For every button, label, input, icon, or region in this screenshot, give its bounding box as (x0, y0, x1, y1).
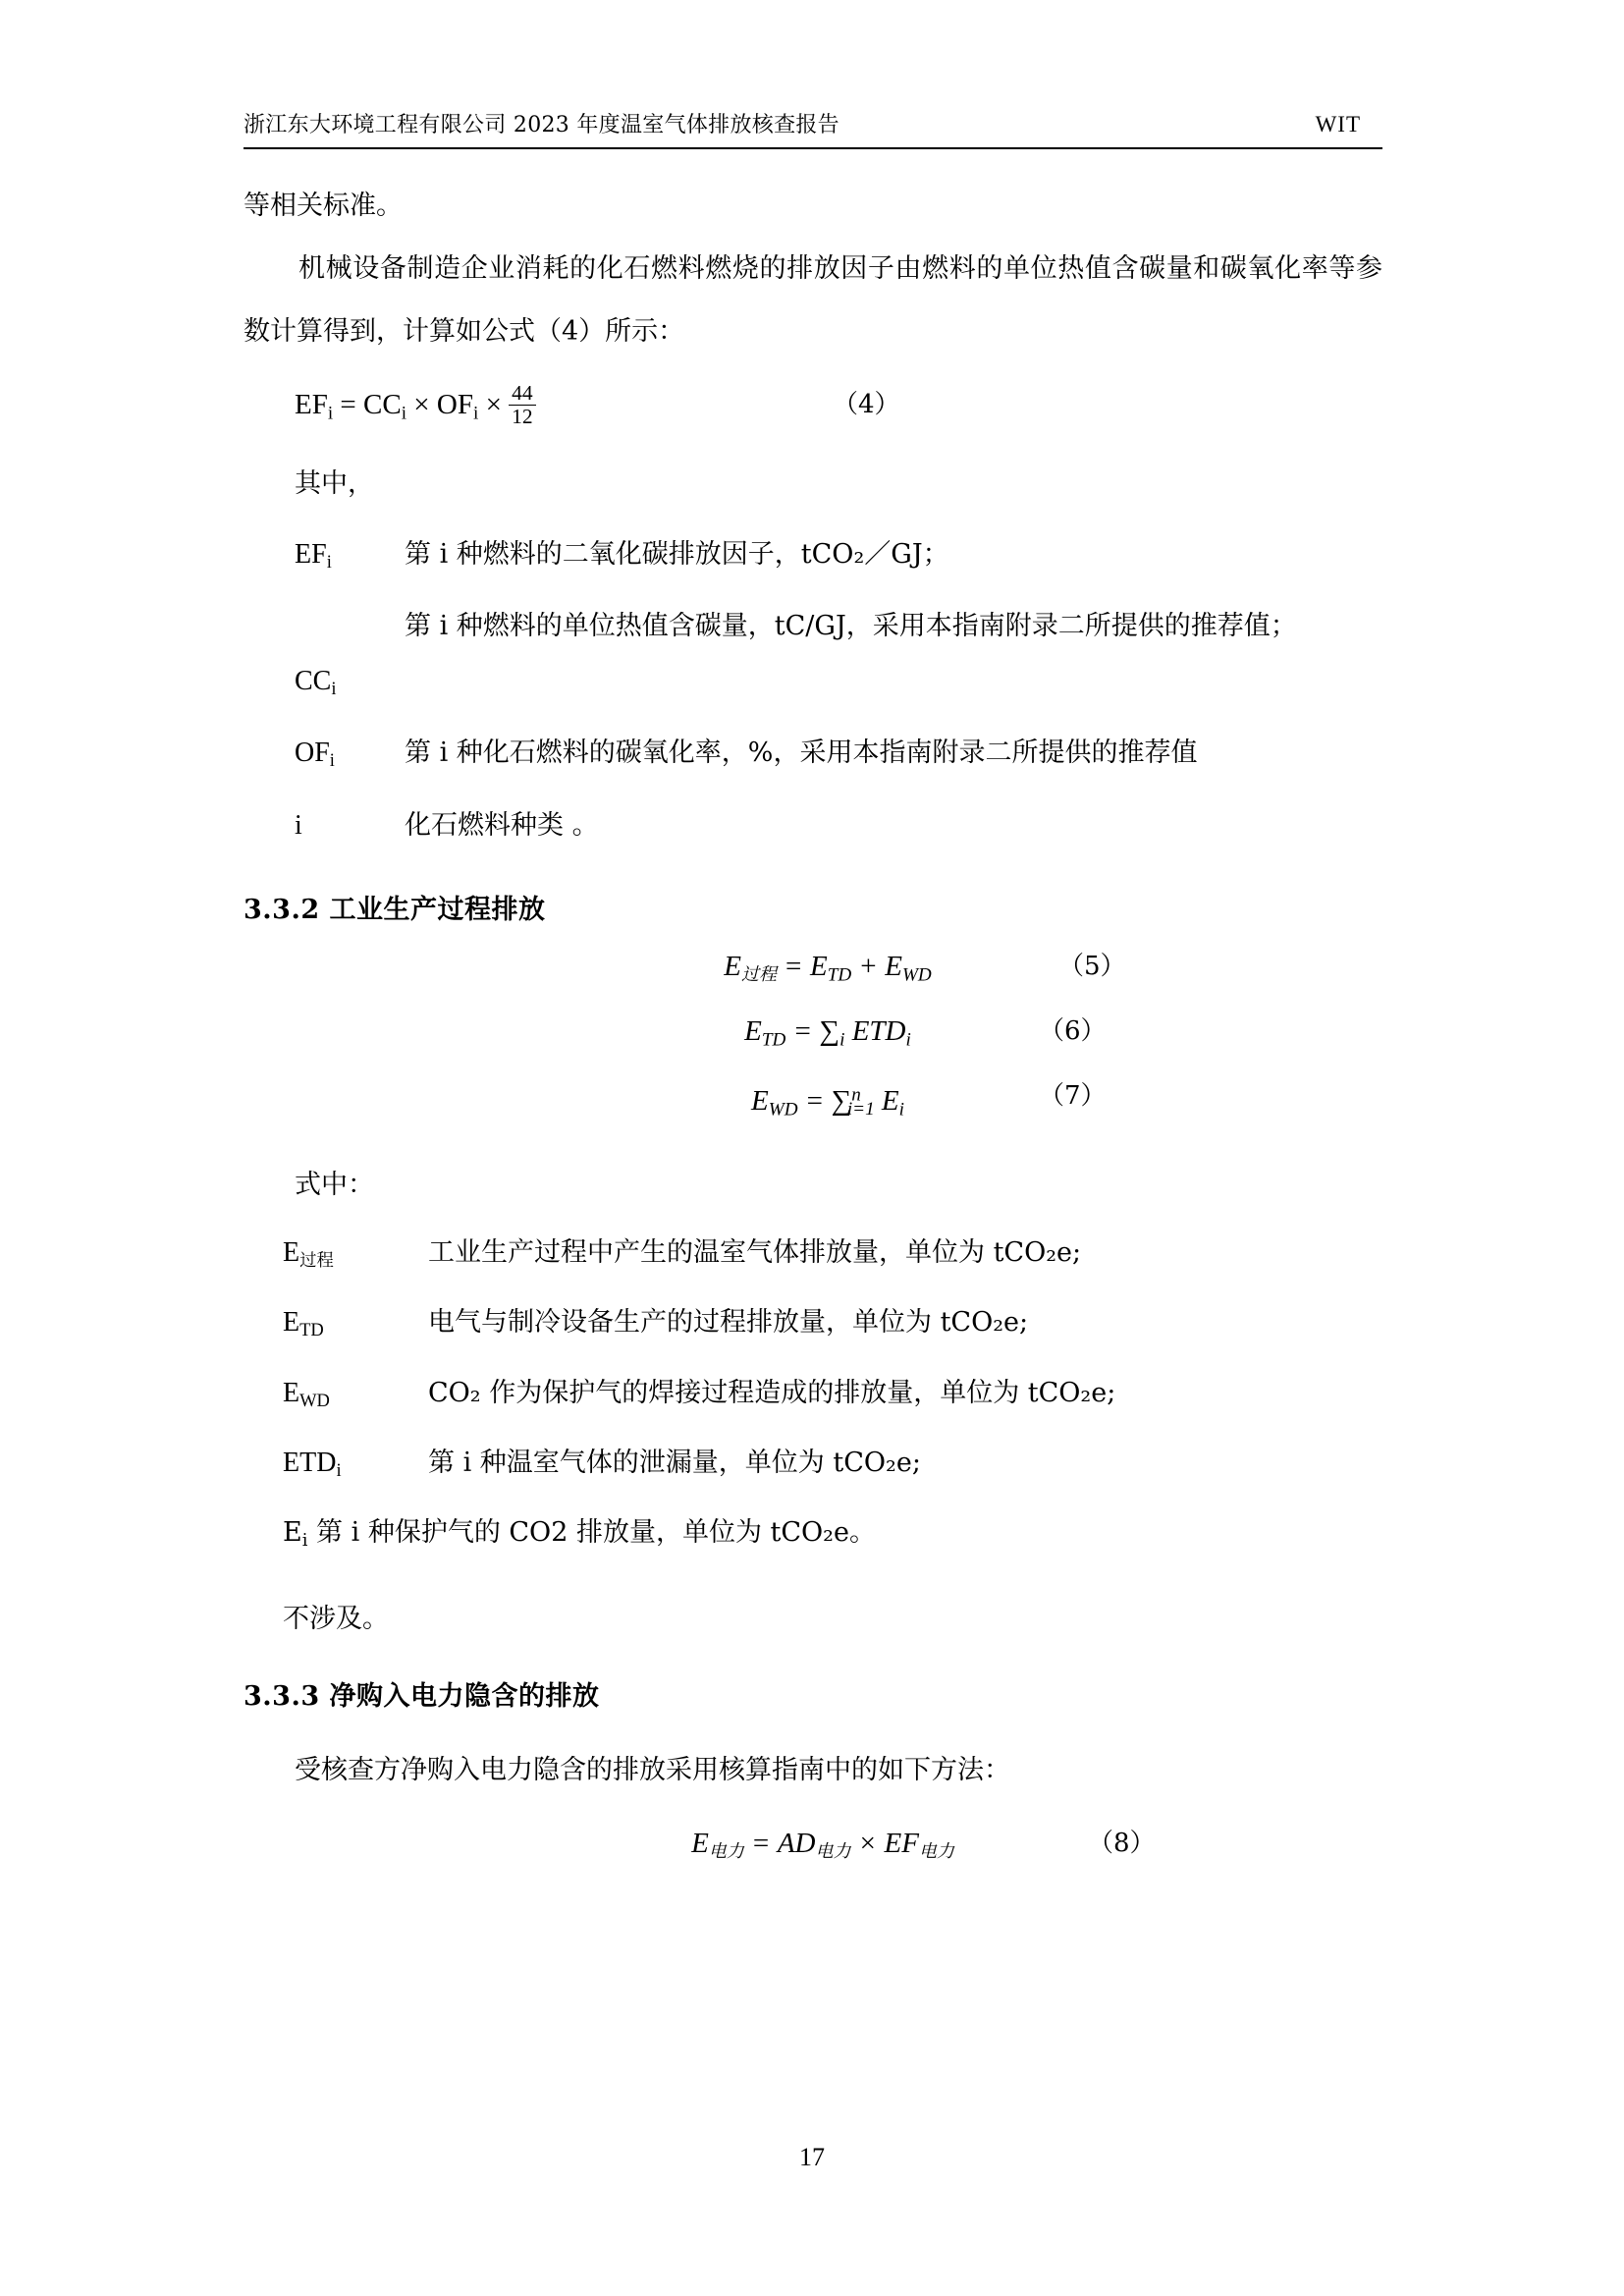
definition-term-ei-text: E (283, 1516, 302, 1548)
equation-8-number: （8） (1088, 1828, 1156, 1858)
definition-term-ei (283, 1503, 316, 1570)
paragraph-electricity: 受核查方净购入电力隐含的排放采用核算指南中的如下方法： (295, 1754, 1010, 1785)
equation-4 (244, 377, 1382, 448)
definition-row-efi (244, 524, 1382, 592)
eq5-lhs: E (724, 950, 741, 982)
definition-list-2 (244, 1224, 1382, 1570)
eq4-cc-sub: i (401, 403, 407, 424)
eq8-times: × (857, 1827, 878, 1859)
equation-4-number: （4） (833, 390, 900, 419)
definition-desc-ofi: 第 i 种化石燃料的碳氧化率，%，采用本指南附录二所提供的推荐值 (405, 738, 1198, 769)
definition-term-cci-text: CC (295, 666, 332, 697)
eq7-sum-sub: i=1 (846, 1099, 875, 1121)
equation-7-number: （7） (1039, 1080, 1107, 1111)
paragraph-not-involved: 不涉及。 (283, 1603, 389, 1634)
definition-term-i (295, 795, 405, 856)
eq4-equals: = (340, 389, 356, 420)
eq4-fraction (509, 382, 535, 428)
equation-7-expression: $E_{WD} = \sum^n_{i=1}$ $E_i$ (751, 1084, 904, 1121)
definition-term-etdi-text: ETD (283, 1447, 337, 1478)
definition-row-etd (244, 1293, 1382, 1359)
definition-term-etd-text: E (283, 1307, 300, 1339)
definition-term-ofi-sub: i (329, 750, 335, 771)
eq8-ad: AD (777, 1827, 816, 1859)
paragraph-standards: 等相关标准。 (244, 191, 403, 221)
eq6-lhs-sub: TD (761, 1028, 786, 1050)
equation-5-expression: $E_{过程} = E_{TD} + E_{WD}$ (724, 950, 932, 985)
definition-desc-cci: 第 i 种燃料的单位热值含碳量，tC/GJ，采用本指南附录二所提供的推荐值； (405, 611, 1297, 642)
eq4-of-sub: i (472, 403, 479, 424)
eq5-rhs1: E (810, 950, 828, 982)
definition-term-etdi (283, 1434, 428, 1500)
definition-row-ewd (244, 1364, 1382, 1430)
definition-term-etd-sub: TD (299, 1320, 324, 1340)
eq5-lhs-sub: 过程 (740, 963, 777, 984)
eq7-sum: ∑ (831, 1085, 852, 1118)
definition-row-etdi (244, 1434, 1382, 1500)
paragraph-among-which: 其中， (295, 468, 374, 499)
header-title: 浙江东大环境工程有限公司 2023 年度温室气体排放核查报告 (244, 113, 839, 137)
eq5-rhs2-sub: WD (901, 963, 932, 985)
heading-3-3-3: 3.3.3 净购入电力隐含的排放 (244, 1680, 600, 1712)
definition-term-ei-sub: i (301, 1529, 308, 1551)
eq6-sum: ∑ (819, 1014, 840, 1047)
eq8-ef-sub: 电力 (918, 1840, 954, 1861)
eq8-equals: = (751, 1827, 771, 1859)
definition-term-efi-text: EF (295, 539, 327, 570)
eq6-sum-sub: i (839, 1028, 845, 1050)
definition-list-1 (244, 524, 1382, 856)
definition-desc-i: 化石燃料种类 。 (405, 809, 599, 841)
eq5-rhs2: E (885, 950, 902, 982)
paragraph-in-formula: 式中： (295, 1169, 374, 1200)
eq8-lhs-sub: 电力 (708, 1840, 744, 1861)
equation-7 (244, 1068, 1382, 1137)
eq4-times-2: × (485, 389, 502, 420)
equation-6 (244, 1004, 1382, 1068)
definition-desc-efi: 第 i 种燃料的二氧化碳排放因子，tCO₂／GJ； (405, 539, 949, 570)
definition-term-efi-sub: i (326, 552, 332, 573)
equation-4-expression (295, 380, 536, 428)
running-header (244, 108, 1382, 138)
header-mark: WIT (1315, 112, 1361, 137)
definition-desc-etd: 电气与制冷设备生产的过程排放量，单位为 tCO₂e; (428, 1307, 1029, 1339)
heading-3-3-2: 3.3.2 工业生产过程排放 (244, 894, 546, 925)
eq4-lhs: EF (295, 389, 328, 420)
equation-6-number: （6） (1039, 1015, 1107, 1046)
definition-term-e-process-sub: 过程 (299, 1250, 334, 1270)
eq7-sum-sup: n (851, 1084, 861, 1106)
eq4-times-1: × (413, 389, 430, 420)
eq4-of: OF (436, 389, 473, 420)
equation-6-expression: $E_{TD} = \sum_i$ $ETD_i$ (744, 1014, 911, 1050)
definition-desc-etdi: 第 i 种温室气体的泄漏量，单位为 tCO₂e; (428, 1447, 921, 1478)
definition-term-ewd-text: E (283, 1377, 300, 1408)
definition-term-ewd (283, 1364, 428, 1430)
definition-term-ewd-sub: WD (299, 1390, 330, 1410)
eq4-fraction-numerator: 44 (512, 380, 533, 405)
definition-term-ofi (295, 723, 405, 791)
definition-row-cci (244, 596, 1382, 719)
eq4-lhs-sub: i (327, 403, 334, 424)
page-content (244, 108, 1382, 1881)
eq7-term-sub: i (898, 1099, 904, 1121)
definition-term-etd (283, 1293, 428, 1359)
definition-desc-ei: 第 i 种保护气的 CO2 排放量，单位为 tCO₂e。 (316, 1516, 876, 1548)
definition-term-cci (295, 596, 405, 719)
eq5-plus: + (858, 950, 878, 982)
definition-term-cci-sub: i (331, 679, 337, 699)
equation-5-number: （5） (1058, 951, 1126, 981)
definition-term-e-process-text: E (283, 1236, 300, 1268)
definition-row-ei (244, 1503, 1382, 1570)
eq6-lhs: E (744, 1014, 762, 1047)
eq6-term: ETD (851, 1014, 906, 1047)
eq8-lhs: E (691, 1827, 709, 1859)
eq4-fraction-denominator: 12 (509, 405, 535, 428)
eq8-ad-sub: 电力 (815, 1840, 851, 1861)
definition-term-i-text: i (295, 809, 302, 841)
definition-term-e-process (283, 1224, 428, 1290)
paragraph-fuel-factor: 机械设备制造企业消耗的化石燃料燃烧的排放因子由燃料的单位热值含碳量和碳氧化率等参数计算得到，计算如公式（4）所示： (244, 253, 1382, 347)
definition-term-etdi-sub: i (336, 1459, 342, 1480)
page-number: 17 (799, 2143, 825, 2171)
definition-row-i (244, 795, 1382, 856)
equation-5 (244, 939, 1382, 1004)
definition-row-ofi (244, 723, 1382, 791)
equation-8-expression (691, 1828, 954, 1859)
eq7-lhs: E (751, 1085, 769, 1118)
definition-term-ofi-text: OF (295, 738, 330, 769)
eq7-term: E (881, 1085, 899, 1118)
eq6-term-sub: i (905, 1028, 911, 1050)
eq5-rhs1-sub: TD (827, 963, 852, 985)
equation-8 (244, 1816, 1382, 1881)
definition-row-e-process (244, 1224, 1382, 1290)
definition-desc-ewd: CO₂ 作为保护气的焊接过程造成的排放量，单位为 tCO₂e; (428, 1377, 1116, 1408)
definition-term-efi (295, 524, 405, 592)
definition-desc-e-process: 工业生产过程中产生的温室气体排放量，单位为 tCO₂e; (428, 1236, 1082, 1268)
eq8-ef: EF (884, 1827, 919, 1859)
eq4-cc: CC (363, 389, 402, 420)
eq7-lhs-sub: WD (768, 1099, 798, 1121)
